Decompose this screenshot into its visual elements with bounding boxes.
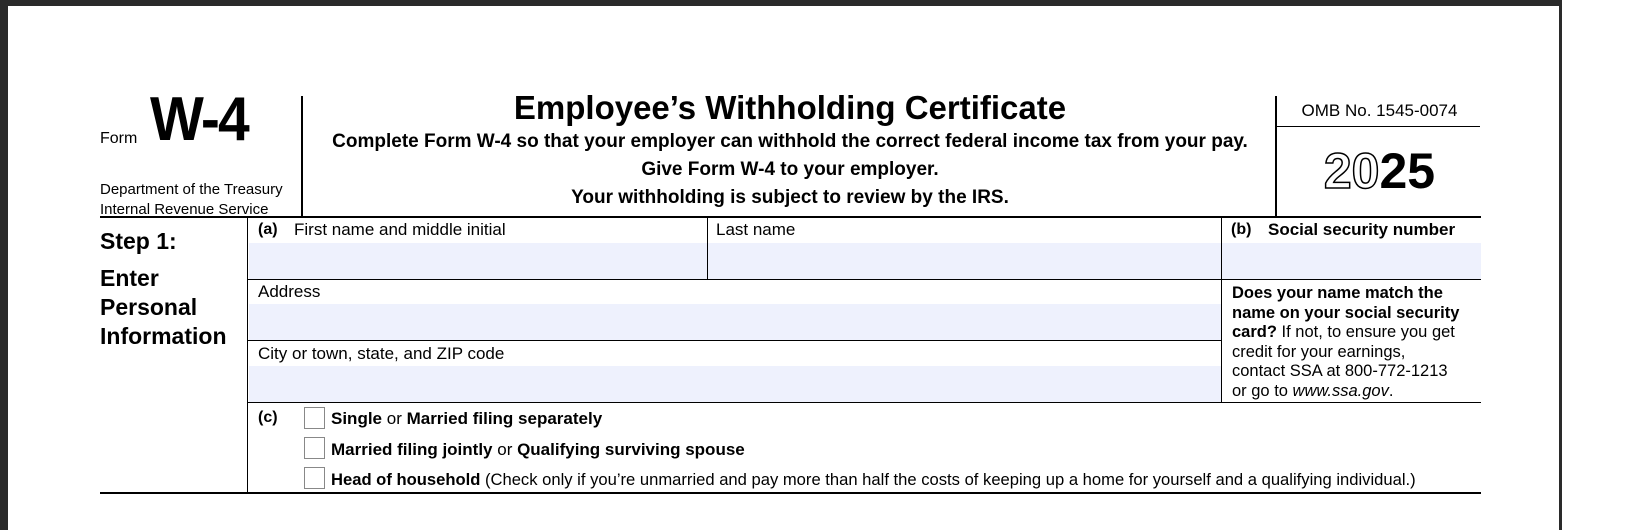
- row2-bottom-rule: [248, 340, 1221, 341]
- ssa-note-line-6-post: .: [1388, 381, 1394, 400]
- title-block: [304, 88, 1276, 212]
- row1-bottom-rule: [248, 279, 1481, 280]
- checkbox-single[interactable]: [304, 407, 325, 429]
- filing-option-head-of-household-a: Head of household: [331, 470, 481, 489]
- filing-option-married-jointly: [331, 440, 745, 460]
- form-id-block: [100, 85, 300, 218]
- step1-label-block: [100, 226, 245, 351]
- ssa-note-line-2: name on your social security: [1232, 303, 1460, 322]
- ssa-note-line-3-rest: If not, to ensure you get: [1276, 323, 1455, 341]
- ssa-note-card: card?: [1232, 323, 1277, 341]
- step1-label: Step 1:: [100, 228, 177, 254]
- ssa-note-line-6-pre: or go to: [1232, 381, 1293, 400]
- filing-option-single-b: Married filing separately: [406, 409, 603, 428]
- header-divider-right: [1275, 96, 1277, 218]
- form-page: [8, 6, 1559, 530]
- filing-option-head-of-household: [331, 470, 1416, 490]
- filing-option-single-a: Single: [331, 409, 383, 428]
- step1-desc-3: Information: [100, 323, 227, 349]
- first-name-input[interactable]: [249, 243, 707, 279]
- instruction-line-3: Your withholding is subject to review by the IRS.: [571, 187, 1009, 208]
- last-name-label: Last name: [716, 220, 796, 239]
- ssn-input[interactable]: [1222, 243, 1481, 279]
- step1-desc-2: Personal: [100, 294, 198, 320]
- ssa-note-line-6: [1232, 382, 1459, 402]
- address-label: Address: [258, 282, 321, 301]
- filing-option-head-of-household-note: (Check only if you’re unmarried and pay more than half the costs of keeping up a home for yourself and a qualifying individual.): [480, 470, 1416, 489]
- form-word: Form: [100, 130, 138, 147]
- ssa-website-link[interactable]: www.ssa.gov: [1292, 381, 1389, 400]
- field-a-tag: (a): [258, 221, 278, 238]
- step1-desc-1: Enter: [100, 265, 159, 291]
- header-divider-left: [301, 96, 303, 218]
- field-c-tag: (c): [258, 409, 278, 426]
- first-name-label: First name and middle initial: [294, 220, 506, 239]
- instruction-line-1: Complete Form W-4 so that your employer can withhold the correct federal income tax from your pay.: [332, 131, 1248, 152]
- ssa-note: [1232, 284, 1459, 401]
- step1-bottom-rule: [100, 492, 1481, 494]
- city-state-zip-input[interactable]: [249, 366, 1221, 402]
- checkbox-head-of-household[interactable]: [304, 467, 325, 489]
- filing-option-married-jointly-b: Qualifying surviving spouse: [517, 440, 745, 459]
- field-b-tag: (b): [1231, 221, 1252, 238]
- omb-number: OMB No. 1545-0074: [1301, 101, 1458, 120]
- tax-year: [1278, 141, 1481, 201]
- filing-option-single-or: or: [382, 409, 407, 428]
- department-label: Department of the Treasury: [100, 181, 283, 198]
- ssa-note-line-5: contact SSA at 800-772-1213: [1232, 362, 1448, 380]
- checkbox-married-jointly[interactable]: [304, 437, 325, 459]
- form-number: W-4: [150, 85, 248, 154]
- ssn-label: Social security number: [1268, 220, 1456, 239]
- filing-option-married-jointly-a: Married filing jointly: [331, 440, 493, 459]
- ssa-note-line-1: Does your name match the: [1232, 284, 1443, 302]
- adjacent-window-strip: [1562, 0, 1636, 530]
- instruction-line-2: Give Form W-4 to your employer.: [641, 159, 939, 180]
- row3-bottom-rule: [248, 402, 1481, 403]
- form-title: Employee’s Withholding Certificate: [513, 89, 1067, 126]
- last-name-input[interactable]: [708, 243, 1221, 279]
- omb-divider: [1277, 126, 1480, 127]
- step1-divider: [247, 217, 248, 493]
- ssa-note-line-3: [1232, 323, 1459, 343]
- agency-label: Internal Revenue Service: [100, 201, 269, 218]
- city-state-zip-label: City or town, state, and ZIP code: [258, 344, 505, 363]
- tax-year-prefix: 20: [1323, 143, 1380, 199]
- header-bottom-rule: [100, 216, 1481, 218]
- filing-option-single: [331, 409, 602, 429]
- ssa-note-line-4: credit for your earnings,: [1232, 342, 1406, 361]
- filing-option-married-jointly-or: or: [492, 440, 518, 459]
- tax-year-suffix: 25: [1379, 143, 1436, 199]
- address-input[interactable]: [249, 304, 1221, 340]
